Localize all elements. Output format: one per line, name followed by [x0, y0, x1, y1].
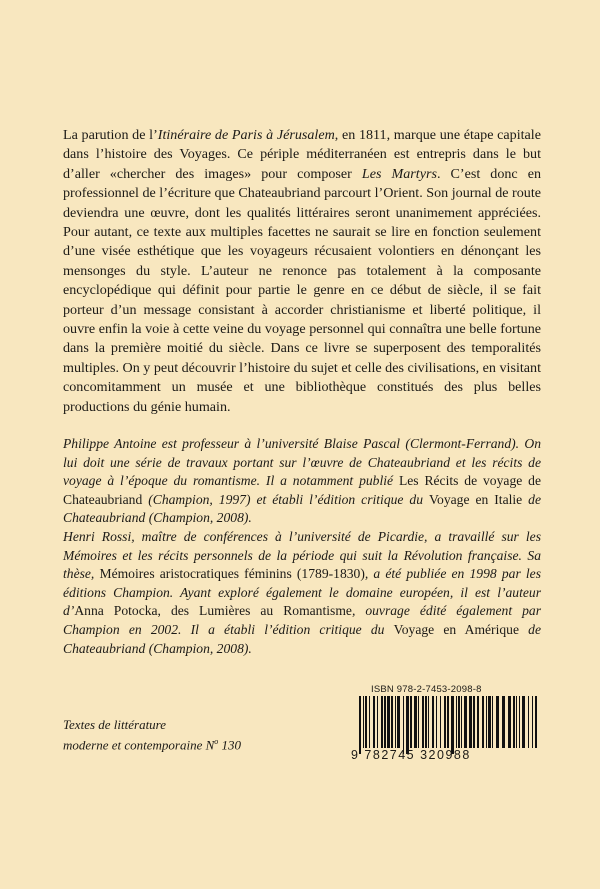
- barcode-bar: [363, 696, 364, 748]
- barcode-bar: [373, 696, 375, 748]
- barcode-bar: [482, 696, 484, 748]
- barcode-bar: [436, 696, 437, 748]
- barcode-bar: [384, 696, 386, 748]
- barcode-bar: [456, 696, 457, 748]
- barcode-bar: [381, 696, 383, 748]
- series-line-2: [63, 733, 303, 753]
- bio-text: , ouvrage édité également par Champion en 2002. Il a établi l’édition critique du: [63, 603, 542, 637]
- barcode-bar: [486, 696, 487, 748]
- bio-text: Henri Rossi, maître de conférences à l’université de Picardie, a travaillé sur les Mémoires et les récits personnels de la période qui suit la Révolution française. Sa thèse,: [63, 528, 541, 582]
- series-number: 130: [218, 737, 242, 753]
- series-name: moderne et contemporaine N: [63, 737, 215, 753]
- barcode-bar: [508, 696, 511, 748]
- barcode-bar: [464, 696, 467, 748]
- barcode-bar: [414, 696, 417, 748]
- barcode-bar: [447, 696, 449, 748]
- barcode-bar: [473, 696, 475, 748]
- bio-text: de Chateaubriand (Champion, 2008).: [63, 491, 541, 526]
- barcode-bar: [432, 696, 434, 748]
- barcode-bar: [513, 696, 515, 748]
- bio-work-title: Anna Potocka, des Lumières au Romantisme: [74, 603, 352, 619]
- barcode-bar: [403, 696, 404, 754]
- bio-text: de Chateaubriand (Champion, 2008).: [63, 621, 542, 656]
- blurb-text: . C’est donc en professionnel de l’écriture que Chateaubriand parcourt l’Orient. Son journal de route deviendra une œuvre, dont les qualités littéraires seront unanimement appréciées. Pour autant, ce texte aux multiples facettes ne saurait se lire en fonction seulement d’une visée esthétique que les voyageurs récusaient volontiers en dénonçant les mensonges du style. L’auteur ne renonce pas totalement à la composante encyclopédique qui définit pour partie le genre en ce début de siècle, il se fait porteur d’un message consistant à accorder christianisme et liberté politique, il ouvre enfin la voie à cette veine du voyage personnel qui connaîtra une belle fortune dans la première moitié du siècle. Dans ce livre se superposent des temporalités multiples. On y peut découvrir l’histoire du sujet et celle des civilisations, en visitant concomitamment un musée et une bibliothèque constitués des plus belles productions du génie humain.: [63, 165, 542, 415]
- barcode-bar: [440, 696, 441, 748]
- bio-text: (Champion, 1997) et établi l’édition critique du: [142, 491, 429, 507]
- barcode-icon: [357, 696, 543, 756]
- barcode-bar: [369, 696, 370, 748]
- isbn-label: ISBN 978-2-7453-2098-8: [371, 684, 482, 695]
- bio-henri-rossi: [63, 528, 541, 658]
- barcode-bar: [451, 696, 454, 754]
- barcode-bar: [519, 696, 520, 748]
- barcode-bar: [422, 696, 424, 748]
- barcode-bar: [516, 696, 517, 748]
- barcode-block: [337, 684, 543, 768]
- barcode-bar: [428, 696, 429, 748]
- bio-text: , a été publiée en 1998 par les éditions Champion. Ayant exploré également le domaine européen, il est l’auteur d’: [63, 566, 541, 619]
- barcode-bar: [461, 696, 462, 748]
- bio-work-title: Voyage en Amérique: [393, 621, 519, 637]
- barcode-bar: [359, 696, 361, 754]
- barcode-bar: [397, 696, 400, 748]
- bio-text: Philippe Antoine est professeur à l’université Blaise Pascal (Clermont-Ferrand). On lui doit une série de travaux portant sur l’œuvre de Chateaubriand et les récits de voyage à l’époque du romantisme. Il a notamment publié: [63, 436, 541, 489]
- barcode-bar: [528, 696, 529, 748]
- blurb-paragraph: [63, 126, 541, 417]
- bio-work-title: Voyage en Italie: [428, 491, 523, 507]
- barcode-bar: [488, 696, 491, 748]
- barcode-bar: [391, 696, 393, 748]
- barcode-bar: [410, 696, 412, 748]
- blurb-text: , en 1811, marque une étape capitale dans l’histoire des Voyages. Ce périple méditerranéen est entrepris dans le but d’aller «chercher des images» pour composer: [63, 127, 541, 182]
- barcode-bar: [406, 696, 409, 754]
- barcode-bar: [458, 696, 460, 748]
- ean-digits: 9 782745 320988: [351, 748, 471, 762]
- barcode-bar: [425, 696, 427, 748]
- barcode-bar: [522, 696, 525, 748]
- barcode-bar: [532, 696, 533, 748]
- barcode-bar: [535, 696, 537, 748]
- series-number-sup: o: [214, 737, 219, 746]
- blurb-title-italic: Itinéraire de Paris à Jérusalem: [157, 127, 335, 143]
- blurb-title-italic: Les Martyrs: [361, 165, 437, 182]
- barcode-bar: [395, 696, 396, 748]
- series-label: [63, 716, 303, 753]
- barcode-bar: [496, 696, 499, 748]
- author-bios: [63, 435, 541, 658]
- barcode-bar: [492, 696, 493, 748]
- barcode-bar: [444, 696, 446, 748]
- barcode-bar: [469, 696, 472, 748]
- barcode-bar: [365, 696, 367, 748]
- barcode-bar: [387, 696, 390, 748]
- barcode-bar: [377, 696, 378, 748]
- barcode-bar: [502, 696, 505, 748]
- series-line-1: Textes de littérature: [63, 717, 167, 732]
- bio-work-title: Les Récits de voyage de Chateaubriand: [63, 473, 541, 507]
- book-blurb: [63, 126, 541, 417]
- bio-work-title: Mémoires aristocratiques féminins (1789-1830): [99, 566, 365, 582]
- barcode-bar: [477, 696, 479, 748]
- blurb-text: La parution de l’: [63, 127, 158, 143]
- barcode-bar: [418, 696, 419, 748]
- bio-philippe-antoine: [63, 435, 541, 528]
